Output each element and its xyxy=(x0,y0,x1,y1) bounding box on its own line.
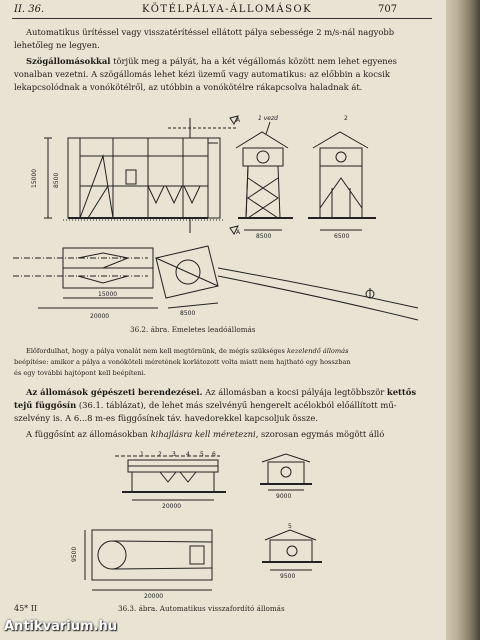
svg-text:A: A xyxy=(236,229,241,236)
paragraph-line: A függősínt az állomásokban kihajlásra kell méretezni, szorosan egymás mögött álló xyxy=(26,429,385,439)
svg-text:20000: 20000 xyxy=(162,503,182,510)
svg-text:6: 6 xyxy=(212,451,216,458)
printer-signature: 45* II xyxy=(14,604,38,613)
paragraph-line: vonalban vezetni. A szögállomás lehet kézi üzemű vagy automatikus: az előbbin a kocsik xyxy=(14,69,390,79)
svg-text:5: 5 xyxy=(288,523,292,530)
paragraph-line: Előfordulhat, hogy a pálya vonalát nem kell megtörnünk, de mégis szükséges kezelendő állomás xyxy=(26,347,349,355)
svg-text:5: 5 xyxy=(200,451,204,458)
svg-text:4: 4 xyxy=(186,451,190,458)
svg-text:6500: 6500 xyxy=(334,233,350,240)
figure-drawing-1 xyxy=(8,108,433,338)
svg-text:20000: 20000 xyxy=(90,313,110,320)
term-bold: Szögállomásokkal xyxy=(26,56,111,66)
book-spine xyxy=(446,0,480,640)
section-number: II. 36. xyxy=(14,4,45,15)
svg-text:20000: 20000 xyxy=(144,593,164,600)
paragraph-line: és egy további hajtópont kell beépíteni. xyxy=(14,369,146,377)
paragraph-line: tejű függősín (36.1. táblázat), de lehet más szelvényű hengerelt acélokból előállított mű- xyxy=(14,400,397,410)
paragraph-line: szelvény is. A 6...8 m-es függősínek táv. havedorekkel kapcsoljuk össze. xyxy=(14,413,318,423)
svg-text:15000: 15000 xyxy=(31,168,38,188)
svg-text:A: A xyxy=(236,117,241,124)
svg-text:2: 2 xyxy=(344,115,348,122)
paragraph-line: Az állomások gépészeti berendezései. Az állomásban a kocsi pályája legtöbbször kettős xyxy=(26,387,417,397)
svg-text:15000: 15000 xyxy=(98,291,118,298)
svg-text:8500: 8500 xyxy=(53,172,60,188)
paragraph-line: beépítése: amikor a pálya a vonóköteli méretének korlátozott volta miatt nem hajtható egy hosszban xyxy=(14,358,351,366)
paragraph-line: lekapcsolódnak a vonókötélről, az utóbbin a vonókötélre rákapcsolva haladnak át. xyxy=(14,82,363,92)
svg-text:1: 1 xyxy=(140,451,144,458)
paragraph-line: Automatikus ürítéssel vagy visszatérítéssel ellátott pálya sebessége 2 m/s-nál nagyobb xyxy=(26,27,395,37)
svg-text:8500: 8500 xyxy=(256,233,272,240)
paragraph-line: lehetőleg ne legyen. xyxy=(14,40,100,50)
figure-caption-1: 36.2. ábra. Emeletes leadóállomás xyxy=(130,325,256,334)
figure-drawing-2 xyxy=(40,450,340,602)
svg-text:2: 2 xyxy=(158,451,162,458)
svg-text:8500: 8500 xyxy=(180,310,196,317)
figure-caption-2: 36.3. ábra. Automatikus visszafordító állomás xyxy=(118,604,285,613)
page-number: 707 xyxy=(378,4,398,15)
paragraph-line: Szögállomásokkal törjük meg a pályát, ha a két végállomás között nem lehet egyenes xyxy=(26,56,397,66)
svg-text:9500: 9500 xyxy=(71,546,78,562)
site-watermark: Antikvarium.hu xyxy=(4,619,117,634)
section-heading: Az állomások gépészeti berendezései. xyxy=(26,387,203,397)
svg-text:3: 3 xyxy=(172,451,176,458)
svg-text:9000: 9000 xyxy=(276,493,292,500)
svg-text:9500: 9500 xyxy=(280,573,296,580)
running-title: KÖTÉLPÁLYA-ÁLLOMÁSOK xyxy=(142,4,313,15)
header-rule xyxy=(12,18,432,19)
svg-text:1 vezd: 1 vezd xyxy=(258,115,278,122)
